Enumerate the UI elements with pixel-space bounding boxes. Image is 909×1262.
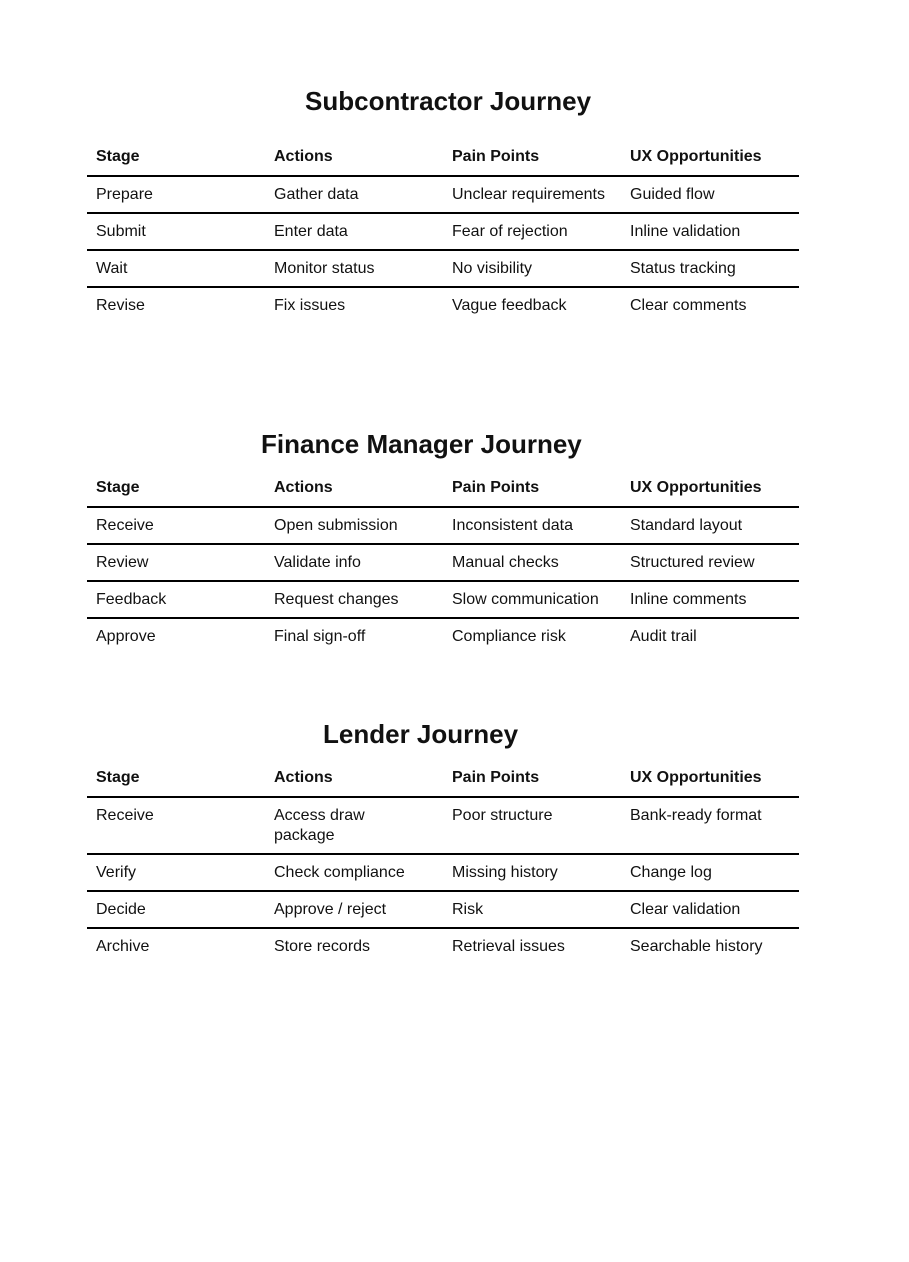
cell-actions: Approve / reject xyxy=(265,891,443,928)
cell-stage: Approve xyxy=(96,628,156,645)
cell-pain-points: Poor structure xyxy=(443,797,621,854)
table-row xyxy=(87,507,799,544)
column-header-stage: Stage xyxy=(87,139,265,176)
table-row xyxy=(87,176,799,213)
cell-pain-points: Inconsistent data xyxy=(443,507,621,544)
section-title: Lender Journey xyxy=(323,719,519,749)
cell-pain-points: Compliance risk xyxy=(452,628,566,645)
table-row xyxy=(87,928,799,964)
cell-actions: Access draw package xyxy=(265,797,443,854)
cell-actions: Validate info xyxy=(265,544,443,581)
cell-pain-points: Missing history xyxy=(443,854,621,891)
column-header-pain-points: Pain Points xyxy=(443,470,621,507)
cell-ux-opportunities: Status tracking xyxy=(621,250,799,287)
table-row xyxy=(87,891,799,928)
column-header-ux-opportunities: UX Opportunities xyxy=(621,470,799,507)
table-row xyxy=(87,250,799,287)
cell-actions: Check compliance xyxy=(265,854,443,891)
column-header-actions: Actions xyxy=(265,760,443,797)
cell-stage: Feedback xyxy=(87,581,265,618)
cell-stage: Wait xyxy=(87,250,265,287)
cell-pain-points: No visibility xyxy=(443,250,621,287)
column-header-ux-opportunities: UX Opportunities xyxy=(621,760,799,797)
column-header-actions: Actions xyxy=(265,470,443,507)
cell-ux-opportunities: Inline validation xyxy=(621,213,799,250)
cell-stage: Decide xyxy=(87,891,265,928)
cell-pain-points: Risk xyxy=(443,891,621,928)
cell-actions: Open submission xyxy=(265,507,443,544)
column-header-stage: Stage xyxy=(87,470,265,507)
table-header-row xyxy=(87,760,799,797)
cell-actions: Store records xyxy=(274,938,371,955)
cell-ux-opportunities: Change log xyxy=(621,854,799,891)
table-row xyxy=(87,544,799,581)
cell-pain-points: Slow communication xyxy=(443,581,621,618)
cell-pain-points: Unclear requirements xyxy=(443,176,621,213)
column-header-stage: Stage xyxy=(87,760,265,797)
cell-stage: Prepare xyxy=(87,176,265,213)
cell-stage: Revise xyxy=(96,297,145,314)
journey-table xyxy=(87,139,799,323)
cell-ux-opportunities: Inline comments xyxy=(621,581,799,618)
section-title: Finance Manager Journey xyxy=(261,429,582,459)
cell-actions: Final sign-off xyxy=(274,628,366,645)
cell-actions: Gather data xyxy=(265,176,443,213)
cell-ux-opportunities: Clear validation xyxy=(621,891,799,928)
cell-actions: Request changes xyxy=(265,581,443,618)
cell-ux-opportunities: Bank-ready format xyxy=(621,797,799,854)
cell-ux-opportunities: Searchable history xyxy=(630,938,763,955)
cell-ux-opportunities: Standard layout xyxy=(621,507,799,544)
column-header-pain-points: Pain Points xyxy=(443,760,621,797)
cell-stage: Verify xyxy=(87,854,265,891)
table-row xyxy=(87,287,799,323)
table-row xyxy=(87,797,799,854)
cell-ux-opportunities: Guided flow xyxy=(621,176,799,213)
column-header-actions: Actions xyxy=(265,139,443,176)
cell-stage: Archive xyxy=(96,938,150,955)
cell-pain-points: Fear of rejection xyxy=(443,213,621,250)
cell-pain-points: Retrieval issues xyxy=(452,938,565,955)
table-header-row xyxy=(87,139,799,176)
cell-stage: Receive xyxy=(87,797,265,854)
column-header-pain-points: Pain Points xyxy=(443,139,621,176)
table-row xyxy=(87,854,799,891)
section-title: Subcontractor Journey xyxy=(305,86,592,116)
table-row xyxy=(87,618,799,654)
cell-ux-opportunities: Clear comments xyxy=(630,297,747,314)
column-header-ux-opportunities: UX Opportunities xyxy=(621,139,799,176)
table-header-row xyxy=(87,470,799,507)
cell-stage: Receive xyxy=(87,507,265,544)
cell-pain-points: Vague feedback xyxy=(452,297,567,314)
cell-actions: Monitor status xyxy=(265,250,443,287)
cell-stage: Review xyxy=(87,544,265,581)
table-row xyxy=(87,581,799,618)
journey-table xyxy=(87,760,799,964)
cell-stage: Submit xyxy=(87,213,265,250)
journey-table xyxy=(87,470,799,654)
cell-pain-points: Manual checks xyxy=(443,544,621,581)
table-row xyxy=(87,213,799,250)
cell-actions: Enter data xyxy=(265,213,443,250)
cell-ux-opportunities: Audit trail xyxy=(630,628,697,645)
cell-ux-opportunities: Structured review xyxy=(621,544,799,581)
cell-actions: Fix issues xyxy=(274,297,346,314)
